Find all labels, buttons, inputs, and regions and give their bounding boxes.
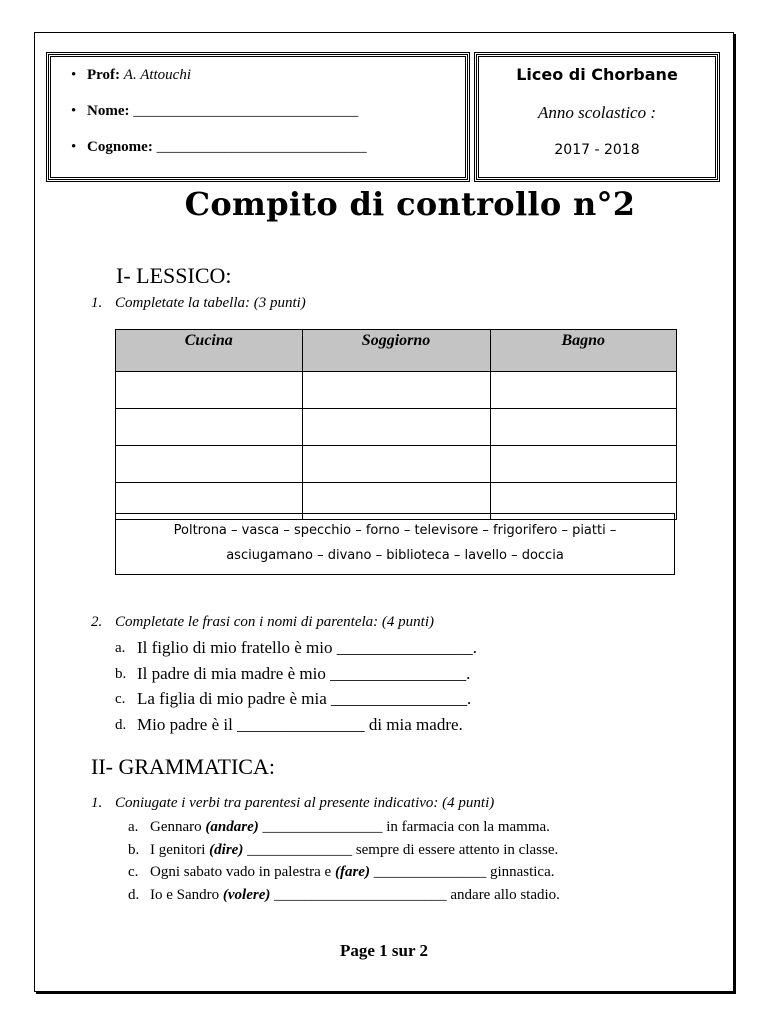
item-post: _______________ ginnastica. [369,864,555,880]
prof-label: Prof: [87,67,121,83]
list-item [115,664,471,684]
school-info-box [474,52,720,182]
table-cell[interactable] [302,446,490,483]
item-post: ________________ in farmacia con la mamma. [258,819,550,835]
nome-row [71,103,359,120]
table-header-row [116,330,677,372]
cognome-label: Cognome: [87,139,153,155]
item-text: Mio padre è il _______________ di mia madre. [137,715,463,734]
section-grammatica-heading: II- GRAMMATICA: [91,754,275,779]
item-text: Il padre di mia madre è mio ________________. [137,664,471,683]
nome-label: Nome: [87,103,130,119]
prof-row [71,67,192,84]
column-header: Soggiorno [302,330,490,372]
list-item [115,689,472,709]
item-verb: (dire) [209,842,244,858]
item-pre: Gennaro [150,819,206,835]
list-item [128,887,560,904]
word-bank-line: asciugamano – divano – biblioteca – lavello – doccia [226,548,564,563]
column-header: Cucina [116,330,303,372]
anno-label: Anno scolastico : [537,103,657,122]
table-row [116,409,677,446]
table-row [116,372,677,409]
instruction-text: Coniugate i verbi tra parentesi al presente indicativo: (4 punti) [115,795,495,811]
table-cell[interactable] [490,409,676,446]
item-post: _______________________ andare allo stadio. [270,887,560,903]
list-item [115,638,477,658]
prof-name: A. Attouchi [123,67,192,83]
list-item [115,715,463,735]
item-marker: b. [128,842,140,858]
list-item [128,819,550,836]
list-item [128,842,559,859]
item-marker: a. [115,640,126,656]
ex-number: 1. [91,795,103,811]
word-bank [115,513,675,575]
instruction-text: Completate le frasi con i nomi di parentela: (4 punti) [115,614,434,630]
item-pre: Io e Sandro [150,887,223,903]
item-marker: c. [128,864,139,880]
cognome-row [71,139,367,156]
table-cell[interactable] [302,372,490,409]
item-text: Il figlio di mio fratello è mio ________________. [137,638,477,657]
table-cell[interactable] [116,409,303,446]
table-cell[interactable] [116,372,303,409]
item-verb: (fare) [334,864,370,880]
table-cell[interactable] [302,409,490,446]
item-verb: (volere) [222,887,271,903]
cognome-field[interactable]: ____________________________ [156,139,367,155]
item-pre: I genitori [150,842,210,858]
list-item [128,864,555,881]
item-marker: c. [115,691,126,707]
anno-value: 2017 - 2018 [554,142,640,158]
section-lessico-heading: I- LESSICO: [116,263,232,288]
bullet-icon: • [71,103,77,119]
instruction-text: Completate la tabella: (3 punti) [115,295,306,311]
page-title: Compito di controllo n°2 [184,185,636,223]
item-pre: Ogni sabato vado in palestra e [150,864,335,880]
student-info-box [46,52,470,182]
ex-number: 2. [91,614,103,630]
school-name: Liceo di Chorbane [516,65,678,84]
page-footer: Page 1 sur 2 [340,941,428,960]
table-row [116,446,677,483]
lessico-ex1-instruction [91,295,306,312]
lessico-ex2-instruction [91,614,434,631]
table-cell[interactable] [490,372,676,409]
item-marker: a. [128,819,139,835]
item-post: ______________ sempre di essere attento in classe. [243,842,559,858]
item-marker: d. [128,887,140,903]
table-cell[interactable] [116,446,303,483]
bullet-icon: • [71,139,77,155]
ex-number: 1. [91,295,103,311]
word-bank-line: Poltrona – vasca – specchio – forno – televisore – frigorifero – piatti – [173,523,617,538]
vocab-table [115,329,677,520]
grammatica-ex1-instruction [91,795,494,812]
item-marker: d. [115,717,127,733]
column-header: Bagno [490,330,676,372]
item-verb: (andare) [205,819,259,835]
bullet-icon: • [71,67,77,83]
nome-field[interactable]: ______________________________ [133,103,359,119]
table-cell[interactable] [490,446,676,483]
item-text: La figlia di mio padre è mia ________________. [137,689,472,708]
item-marker: b. [115,666,127,682]
